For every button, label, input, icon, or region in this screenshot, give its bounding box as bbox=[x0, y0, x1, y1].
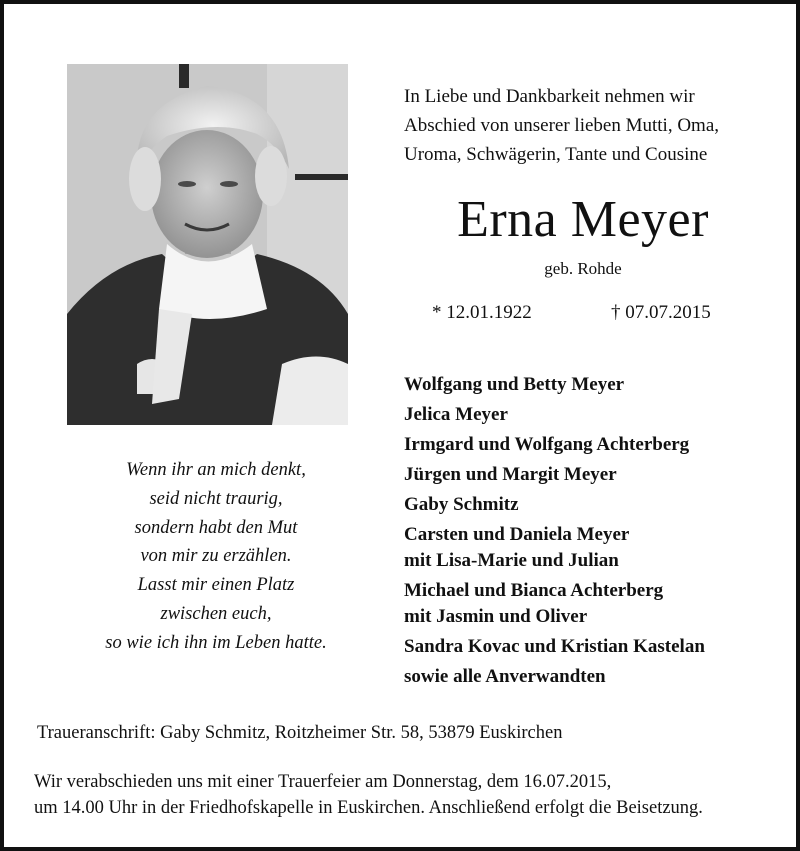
poem-line: seid nicht traurig, bbox=[149, 488, 283, 509]
list-item bbox=[404, 664, 784, 690]
list-item bbox=[404, 634, 784, 660]
service-info bbox=[34, 769, 703, 821]
mourner-children: mit Lisa-Marie und Julian bbox=[404, 550, 619, 571]
birth-date: * 12.01.1922 bbox=[432, 302, 532, 323]
portrait-photo-icon bbox=[67, 64, 348, 425]
poem-line: Wenn ihr an mich denkt, bbox=[126, 460, 306, 480]
mourner-name: Gaby Schmitz bbox=[404, 494, 519, 515]
mourner-name: Michael und Bianca Achterberg bbox=[404, 580, 664, 601]
poem-line: von mir zu erzählen. bbox=[140, 546, 292, 567]
poem-line: sondern habt den Mut bbox=[134, 517, 298, 538]
deceased-name: Erna Meyer bbox=[457, 191, 709, 248]
death-date: † 07.07.2015 bbox=[611, 302, 711, 323]
portrait-photo bbox=[67, 64, 348, 425]
intro-line: Uroma, Schwägerin, Tante und Cousine bbox=[404, 144, 708, 165]
mourner-children: mit Jasmin und Oliver bbox=[404, 606, 588, 627]
mourner-name: Carsten und Daniela Meyer bbox=[404, 524, 630, 545]
mourner-name: Irmgard und Wolfgang Achterberg bbox=[404, 434, 690, 455]
intro-line: Abschied von unserer lieben Mutti, Oma, bbox=[404, 115, 720, 136]
list-item bbox=[404, 578, 784, 630]
list-item bbox=[404, 402, 784, 428]
list-item bbox=[404, 492, 784, 518]
mourner-name: Jürgen und Margit Meyer bbox=[404, 464, 617, 485]
list-item bbox=[404, 372, 784, 398]
mourner-name: Jelica Meyer bbox=[404, 404, 508, 425]
memorial-poem bbox=[64, 456, 368, 658]
poem-line: Lasst mir einen Platz bbox=[137, 575, 295, 596]
intro-text bbox=[404, 82, 784, 169]
list-item bbox=[404, 432, 784, 458]
list-item bbox=[404, 462, 784, 488]
list-item bbox=[404, 522, 784, 574]
mourning-address: Traueranschrift: Gaby Schmitz, Roitzheimer Str. 58, 53879 Euskirchen bbox=[37, 723, 563, 743]
intro-line: In Liebe und Dankbarkeit nehmen wir bbox=[404, 86, 695, 107]
service-line: Wir verabschieden uns mit einer Trauerfeier am Donnerstag, dem 16.07.2015, bbox=[34, 772, 612, 792]
mourner-name: Sandra Kovac und Kristian Kastelan bbox=[404, 636, 705, 657]
birth-name: geb. Rohde bbox=[544, 259, 622, 278]
poem-line: zwischen euch, bbox=[160, 603, 272, 624]
service-line: um 14.00 Uhr in der Friedhofskapelle in Euskirchen. Anschließend erfolgt die Beisetzung. bbox=[34, 798, 703, 818]
mourners-list bbox=[404, 372, 784, 694]
poem-line: so wie ich ihn im Leben hatte. bbox=[105, 632, 327, 653]
mourner-name: sowie alle Anverwandten bbox=[404, 666, 606, 687]
mourner-name: Wolfgang und Betty Meyer bbox=[404, 374, 625, 395]
